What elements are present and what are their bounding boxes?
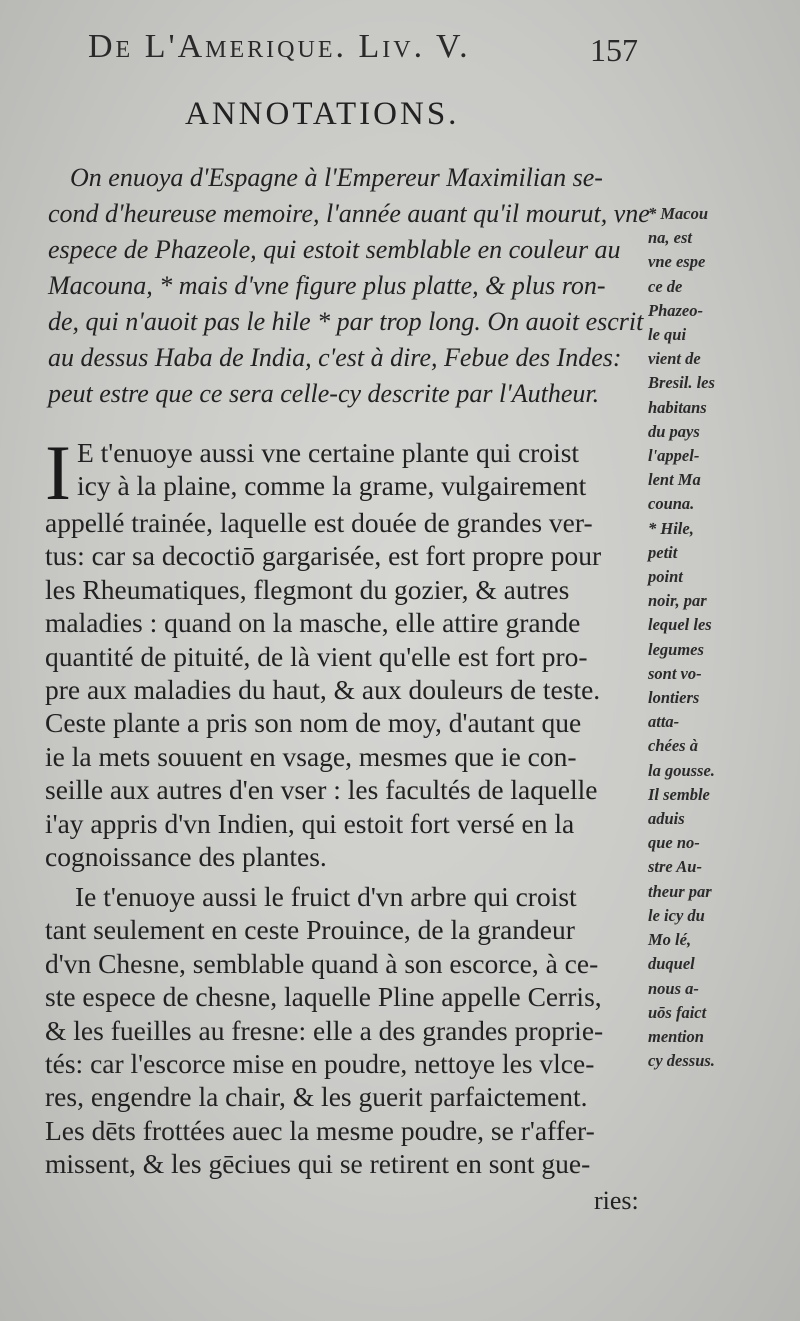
margin-note-line: uōs faict [648,1002,707,1022]
margin-note-line: theur par [648,881,712,901]
annotation-line: de, qui n'auoit pas le hile * par trop long. On auoit escrit [48,307,644,336]
page-number: 157 [590,32,638,68]
margin-note [648,202,744,1073]
margin-note-line: petit [648,542,678,562]
text-line: i'ay appris d'vn Indien, qui estoit fort versé en la [45,807,575,839]
drop-cap: I [45,429,71,516]
text-line: seille aux autres d'en vser : les facultés de laquelle [45,774,598,806]
annotation-line: peut estre que ce sera celle-cy descrite par l'Autheur. [48,379,600,408]
text-line: tés: car l'escorce mise en poudre, nettoye les vlce- [45,1048,595,1080]
text-line: ste espece de chesne, laquelle Pline appelle Cerris, [45,981,602,1013]
margin-note-line: lent Ma [648,470,701,490]
text-line: res, engendre la chair, & les guerit parfaictement. [45,1081,588,1113]
margin-note-line: * Macou [648,204,709,223]
margin-note-line: couna. [648,494,695,514]
text-line: cognoissance des plantes. [45,841,327,873]
margin-note-line: duquel [648,954,695,974]
running-head: De L'Amerique. Liv. V. [88,28,471,65]
margin-note-line: noir, par [648,591,707,611]
annotation-text [48,160,648,412]
margin-note-line: vient de [648,349,701,369]
margin-note-line: chées à [648,736,698,756]
margin-note-line: le icy du [648,905,705,925]
margin-note-line: lontiers [648,688,700,708]
margin-note-line: du pays [648,421,700,441]
margin-note-line: point [648,567,683,587]
annotation-line: cond d'heureuse memoire, l'année auant qu'il mourut, vne [48,199,650,228]
margin-note-line: atta- [648,712,680,732]
text-line: ie la mets souuent en vsage, mesmes que ie con- [45,740,577,772]
margin-note-line: l'appel- [648,446,700,466]
margin-note-line: la gousse. [648,760,715,780]
margin-note-line: le qui [648,325,687,345]
text-line: missent, & les gēciues qui se retirent en sont gue- [45,1148,591,1180]
margin-note-line: Phazeo- [648,300,703,320]
text-line: E t'enuoye aussi vne certaine plante qui croist [76,437,580,468]
paragraph-1 [45,429,645,873]
text-line: Ceste plante a pris son nom de moy, d'autant que [45,707,582,739]
text-line: tant seulement en ceste Prouince, de la grandeur [45,914,575,946]
margin-note-line: cy dessus. [648,1051,715,1071]
margin-note-line: mention [648,1026,704,1046]
margin-note-line: Bresil. les [648,373,715,393]
margin-note-line: vne espe [648,252,706,272]
margin-note-line: nous a- [648,978,699,998]
text-line: Les dēts frottées auec la mesme poudre, se r'affer- [45,1114,595,1146]
annotation-line: espece de Phazeole, qui estoit semblable en couleur au [48,235,621,264]
margin-note-line: * Hile, [648,518,694,538]
catchword: ries: [594,1186,639,1215]
text-line: d'vn Chesne, semblable quand à son escorce, à ce- [45,947,599,979]
text-line: & les fueilles au fresne: elle a des grandes proprie- [45,1014,604,1046]
annotation-line: au dessus Haba de India, c'est à dire, Febue des Indes: [48,343,622,372]
text-line: icy à la plaine, comme la grame, vulgairement [76,470,587,502]
annotation-line: On enuoya d'Espagne à l'Empereur Maximilian se- [70,163,603,192]
margin-note-line: Il semble [648,784,710,804]
text-line: les Rheumatiques, flegmont du gozier, & autres [45,573,570,605]
annotation-line: Macouna, * mais d'vne figure plus platte, & plus ron- [48,271,606,300]
section-title: ANNOTATIONS. [185,96,460,132]
text-line: maladies : quand on la masche, elle attire grande [45,607,581,639]
text-line: tus: car sa decoctiō gargarisée, est fort propre pour [45,540,602,572]
margin-note-line: lequel les [648,615,712,635]
margin-note-line: Mo lé, [648,930,692,950]
margin-note-line: ce de [648,276,683,296]
margin-note-line: legumes [648,639,704,659]
text-line: pre aux maladies du haut, & aux douleurs de teste. [45,674,601,706]
text-line: appellé trainée, laquelle est douée de grandes ver- [45,507,593,538]
margin-note-line: stre Au- [648,857,702,877]
text-line: quantité de pituité, de là vient qu'elle est fort pro- [45,640,588,672]
margin-note-line: habitans [648,397,707,417]
margin-note-line: sont vo- [648,663,702,683]
margin-note-line: que no- [648,833,700,853]
margin-note-line: aduis [648,809,685,829]
text-line: Ie t'enuoye aussi le fruict d'vn arbre qui croist [75,881,577,912]
margin-note-line: na, est [648,228,693,248]
paragraph-2 [45,880,645,1181]
